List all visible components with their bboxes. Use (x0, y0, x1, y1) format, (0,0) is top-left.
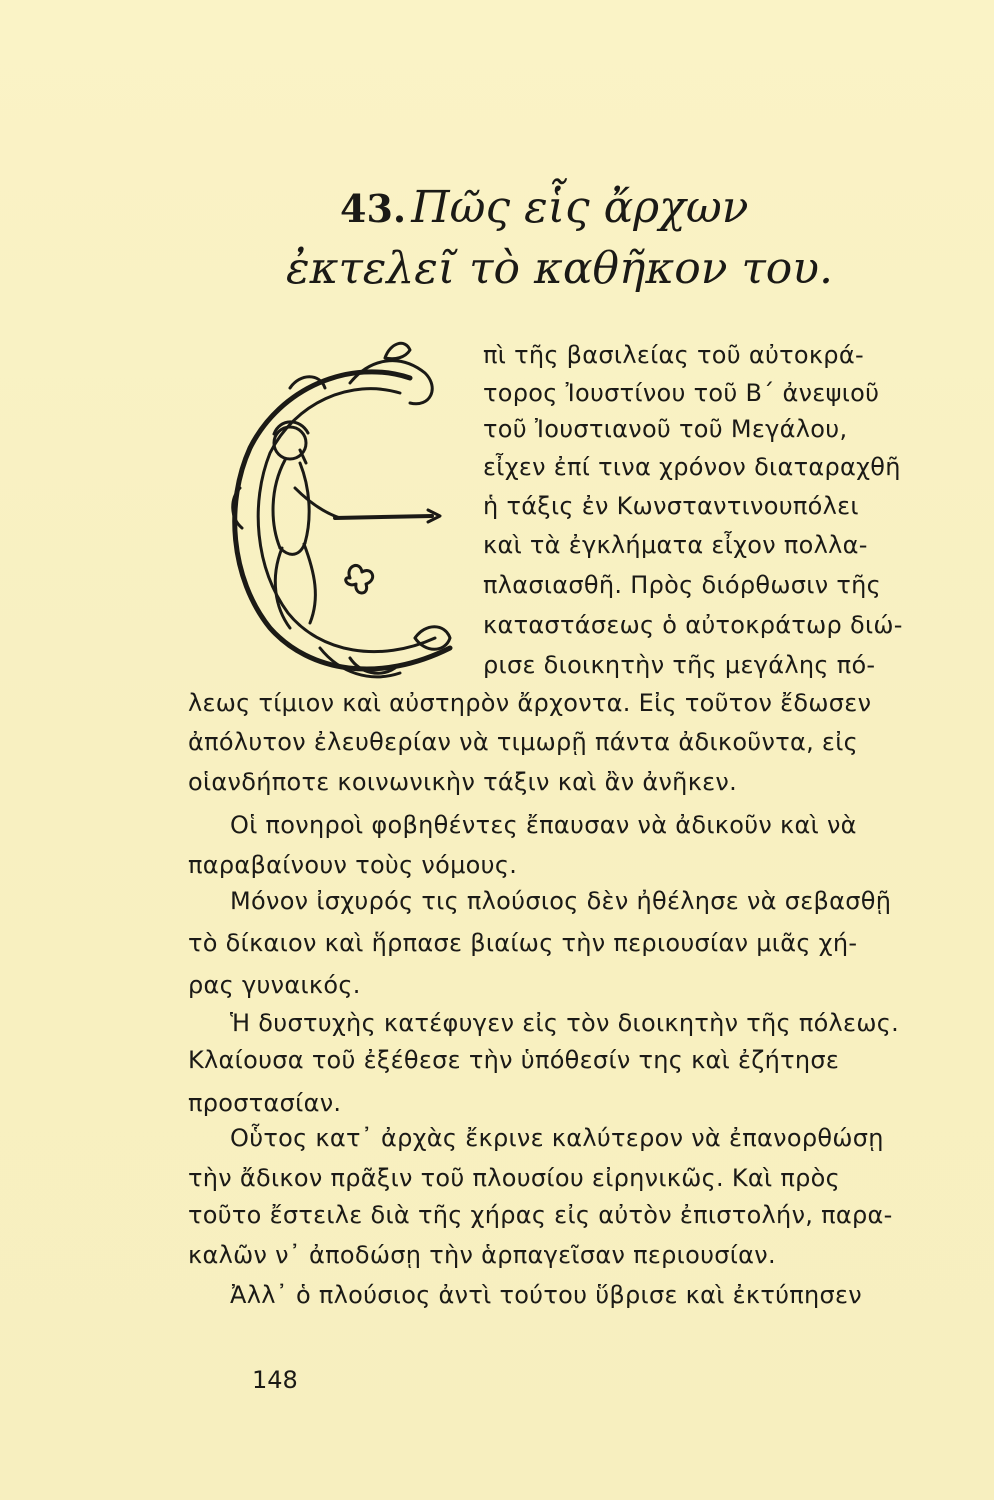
text-line-10: λεως τίμιον καὶ αὐστηρὸν ἄρχοντα. Εἰς τοῦτον ἔδωσεν (188, 689, 872, 717)
text-line-12: οἱανδήποτε κοινωνικὴν τάξιν καὶ ἂν ἀνῆκεν. (188, 768, 738, 796)
text-line-1: πὶ τῆς βασιλείας τοῦ αὐτοκρά- (483, 341, 864, 369)
text-line-7: πλασιασθῆ. Πρὸς διόρθωσιν τῆς (483, 571, 881, 599)
text-line-24: καλῶν ν᾽ ἀποδώσῃ τὴν ἁρπαγεῖσαν περιουσίαν. (188, 1241, 776, 1269)
text-line-13: Οἱ πονηροὶ φοβηθέντες ἔπαυσαν νὰ ἀδικοῦν καὶ νὰ (230, 811, 857, 839)
chapter-title-line-2 (286, 243, 833, 294)
illuminated-initial-illustration (200, 338, 470, 698)
chapter-title-part-1: Πῶς εἷς ἄρχων (411, 182, 749, 233)
text-line-17: ρας γυναικός. (188, 971, 361, 999)
page-number: 148 (252, 1366, 298, 1394)
text-line-20: προστασίαν. (188, 1089, 342, 1117)
chapter-title-line-1 (340, 182, 748, 233)
text-line-25: Ἀλλ᾽ ὁ πλούσιος ἀντὶ τούτου ὕβρισε καὶ ἐκτύπησεν (230, 1281, 863, 1309)
text-line-11: ἀπόλυτον ἐλευθερίαν νὰ τιμωρῇ πάντα ἀδικοῦντα, εἰς (188, 728, 859, 756)
text-line-3: τοῦ Ἰουστιανοῦ τοῦ Μεγάλου, (483, 415, 848, 443)
chapter-title-part-2: ἐκτελεῖ τὸ καθῆκον του. (286, 243, 834, 294)
text-line-15: Μόνον ἰσχυρός τις πλούσιος δὲν ἠθέλησε νὰ σεβασθῇ (230, 887, 892, 915)
text-line-23: τοῦτο ἔστειλε διὰ τῆς χήρας εἰς αὐτὸν ἐπιστολήν, παρα- (188, 1201, 893, 1229)
text-line-9: ρισε διοικητὴν τῆς μεγάλης πό- (483, 651, 876, 679)
text-line-22: τὴν ἄδικον πρᾶξιν τοῦ πλουσίου εἰρηνικῶς. Καὶ πρὸς (188, 1164, 841, 1192)
chapter-number: 43. (340, 186, 407, 231)
text-line-19: Κλαίουσα τοῦ ἐξέθεσε τὴν ὑπόθεσίν της καὶ ἐζήτησε (188, 1046, 840, 1074)
text-line-4: εἶχεν ἐπί τινα χρόνον διαταραχθῆ (483, 453, 901, 481)
text-line-2: τορος Ἰουστίνου τοῦ Β΄ ἀνεψιοῦ (483, 379, 880, 407)
text-line-18: Ἡ δυστυχὴς κατέφυγεν εἰς τὸν διοικητὴν τῆς πόλεως. (230, 1009, 900, 1037)
text-line-21: Οὗτος κατ᾽ ἀρχὰς ἔκρινε καλύτερον νὰ ἐπανορθώσῃ (230, 1124, 884, 1152)
text-line-16: τὸ δίκαιον καὶ ἥρπασε βιαίως τὴν περιουσίαν μιᾶς χή- (188, 929, 858, 957)
text-line-5: ἡ τάξις ἐν Κωνσταντινουπόλει (483, 492, 859, 520)
text-line-6: καὶ τὰ ἐγκλήματα εἶχον πολλα- (483, 531, 868, 559)
text-line-14: παραβαίνουν τοὺς νόμους. (188, 851, 518, 879)
text-line-8: καταστάσεως ὁ αὐτοκράτωρ διώ- (483, 611, 903, 639)
